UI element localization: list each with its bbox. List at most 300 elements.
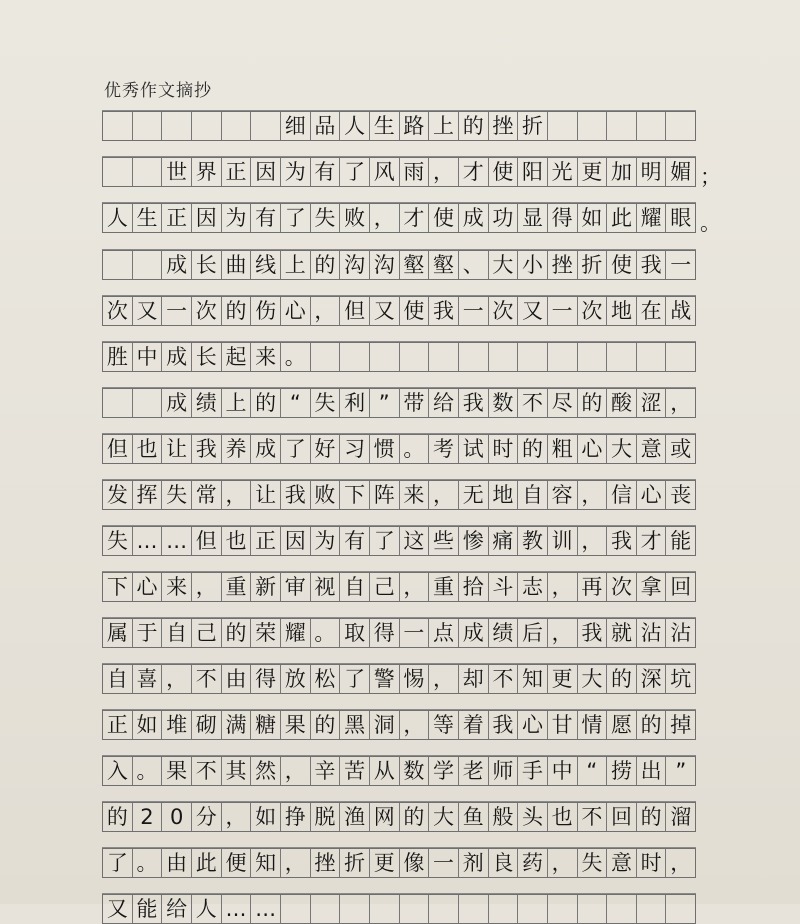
grid-cell — [133, 158, 163, 186]
grid-cell: 老 — [459, 757, 489, 785]
essay-line — [102, 526, 696, 556]
grid-cell: 心 — [518, 711, 548, 739]
grid-cell: ” — [370, 389, 400, 417]
line-overflow-punct-2: 。 — [700, 211, 721, 235]
grid-cell: 才 — [637, 527, 667, 555]
grid-cell: 一 — [459, 297, 489, 325]
grid-cell — [578, 343, 608, 371]
grid-cell: 败 — [311, 481, 341, 509]
essay-line — [102, 664, 696, 694]
line-overflow-punct-1: ； — [700, 165, 721, 189]
grid-cell: 信 — [607, 481, 637, 509]
grid-cell — [133, 251, 163, 279]
grid-cell: 好 — [311, 435, 341, 463]
grid-cell: 成 — [251, 435, 281, 463]
grid-cell: 一 — [162, 297, 192, 325]
grid-cell: 大 — [489, 251, 519, 279]
grid-cell: 不 — [578, 803, 608, 831]
grid-cell: 斗 — [489, 573, 519, 601]
grid-cell: 便 — [222, 849, 252, 877]
grid-cell: 得 — [251, 665, 281, 693]
essay-line — [102, 894, 696, 924]
grid-cell: 辛 — [311, 757, 341, 785]
grid-cell: 壑 — [429, 251, 459, 279]
grid-cell: 视 — [311, 573, 341, 601]
grid-cell: 才 — [459, 158, 489, 186]
grid-cell: … — [251, 895, 281, 923]
grid-cell: 了 — [340, 158, 370, 186]
grid-cell: 我 — [578, 619, 608, 647]
grid-cell: 意 — [637, 435, 667, 463]
grid-cell: 自 — [518, 481, 548, 509]
grid-cell: ， — [670, 390, 692, 415]
grid-cell — [607, 895, 637, 923]
grid-cell: 人 — [103, 204, 133, 232]
grid-cell: 的 — [251, 389, 281, 417]
grid-cell: 界 — [192, 158, 222, 186]
grid-cell: 却 — [459, 665, 489, 693]
grid-cell — [103, 389, 133, 417]
grid-cell: 失 — [311, 204, 341, 232]
grid-cell: 拿 — [637, 573, 667, 601]
grid-cell: ， — [548, 573, 578, 601]
grid-cell: 战 — [670, 298, 692, 323]
grid-cell: 也 — [133, 435, 163, 463]
grid-cell: 显 — [518, 204, 548, 232]
grid-cell: 媚 — [670, 159, 692, 184]
grid-cell: 教 — [518, 527, 548, 555]
grid-cell: 让 — [162, 435, 192, 463]
grid-cell: 上 — [429, 112, 459, 140]
grid-cell: 甘 — [548, 711, 578, 739]
grid-cell: 数 — [400, 757, 430, 785]
grid-cell: 失 — [103, 527, 133, 555]
grid-cell: 心 — [578, 435, 608, 463]
grid-cell: 于 — [133, 619, 163, 647]
grid-cell: 让 — [251, 481, 281, 509]
grid-cell: 人 — [340, 112, 370, 140]
grid-cell: 由 — [222, 665, 252, 693]
grid-cell: 属 — [103, 619, 133, 647]
grid-cell: 习 — [340, 435, 370, 463]
grid-cell: 失 — [162, 481, 192, 509]
grid-cell: 折 — [340, 849, 370, 877]
grid-cell: 壑 — [400, 251, 430, 279]
grid-cell — [607, 112, 637, 140]
grid-cell: 。 — [400, 435, 430, 463]
grid-cell: 成 — [162, 251, 192, 279]
grid-cell: 阳 — [518, 158, 548, 186]
grid-cell: 沟 — [340, 251, 370, 279]
grid-cell — [489, 343, 519, 371]
grid-cell: 松 — [311, 665, 341, 693]
grid-cell: 掉 — [670, 712, 692, 737]
grid-cell — [311, 343, 341, 371]
grid-cell: “ — [578, 757, 608, 785]
grid-cell: 一 — [429, 849, 459, 877]
grid-cell: 功 — [489, 204, 519, 232]
grid-cell: 起 — [222, 343, 252, 371]
grid-cell: ， — [162, 665, 192, 693]
grid-cell — [548, 112, 578, 140]
grid-cell: 然 — [251, 757, 281, 785]
grid-cell — [548, 895, 578, 923]
grid-cell: 捞 — [607, 757, 637, 785]
grid-cell: 2 — [133, 803, 163, 831]
grid-cell: ， — [429, 665, 459, 693]
grid-cell — [607, 343, 637, 371]
grid-cell: 心 — [133, 573, 163, 601]
grid-cell: 眼 — [670, 205, 692, 230]
grid-cell: ， — [548, 619, 578, 647]
grid-cell: 雨 — [400, 158, 430, 186]
grid-cell: 入 — [103, 757, 133, 785]
grid-cell: 次 — [489, 297, 519, 325]
grid-cell: 又 — [103, 895, 133, 923]
grid-cell: 。 — [281, 343, 311, 371]
grid-cell: 发 — [103, 481, 133, 509]
grid-cell — [281, 895, 311, 923]
grid-cell — [162, 112, 192, 140]
grid-cell: 头 — [518, 803, 548, 831]
grid-cell: 坑 — [670, 666, 692, 691]
grid-cell: 中 — [133, 343, 163, 371]
grid-cell: 。 — [133, 849, 163, 877]
grid-cell: 由 — [162, 849, 192, 877]
grid-cell: ， — [222, 481, 252, 509]
grid-cell: 为 — [281, 158, 311, 186]
grid-cell: 但 — [103, 435, 133, 463]
grid-cell: 给 — [162, 895, 192, 923]
grid-cell: 我 — [459, 389, 489, 417]
essay-line — [102, 802, 696, 832]
grid-cell: 常 — [192, 481, 222, 509]
essay-line — [102, 618, 696, 648]
grid-cell: 沾 — [670, 620, 692, 645]
grid-cell: 0 — [162, 803, 192, 831]
grid-cell: 考 — [429, 435, 459, 463]
title-row — [102, 111, 696, 141]
grid-cell: 地 — [489, 481, 519, 509]
grid-cell: 志 — [518, 573, 548, 601]
grid-cell: 粗 — [548, 435, 578, 463]
grid-cell: ， — [222, 803, 252, 831]
grid-cell: 着 — [459, 711, 489, 739]
grid-cell — [637, 112, 667, 140]
grid-cell: 大 — [607, 435, 637, 463]
grid-cell: 一 — [670, 252, 692, 277]
grid-cell: 生 — [133, 204, 163, 232]
grid-cell: ， — [400, 711, 430, 739]
grid-cell: 挥 — [133, 481, 163, 509]
grid-cell: 路 — [400, 112, 430, 140]
grid-cell: 来 — [162, 573, 192, 601]
grid-cell — [251, 112, 281, 140]
grid-cell: ， — [281, 757, 311, 785]
grid-cell: “ — [281, 389, 311, 417]
grid-cell: 深 — [637, 665, 667, 693]
grid-cell: 果 — [281, 711, 311, 739]
grid-cell: 得 — [548, 204, 578, 232]
grid-cell: 手 — [518, 757, 548, 785]
grid-cell — [103, 251, 133, 279]
grid-cell: 使 — [429, 204, 459, 232]
grid-cell: 惕 — [400, 665, 430, 693]
essay-line — [102, 250, 696, 280]
grid-cell: 心 — [637, 481, 667, 509]
grid-cell: 自 — [340, 573, 370, 601]
grid-cell: 伤 — [251, 297, 281, 325]
essay-line — [102, 480, 696, 510]
grid-cell: 败 — [340, 204, 370, 232]
grid-cell: 回 — [670, 574, 692, 599]
grid-cell: 折 — [518, 112, 548, 140]
grid-cell — [103, 112, 133, 140]
grid-cell: 等 — [429, 711, 459, 739]
grid-cell: 。 — [311, 619, 341, 647]
grid-cell: ， — [578, 527, 608, 555]
grid-cell — [370, 343, 400, 371]
grid-cell: 一 — [400, 619, 430, 647]
grid-cell: 此 — [607, 204, 637, 232]
grid-cell — [578, 112, 608, 140]
grid-cell: 品 — [311, 112, 341, 140]
grid-cell: 的 — [578, 389, 608, 417]
grid-cell: 重 — [222, 573, 252, 601]
grid-cell: 能 — [670, 528, 692, 553]
grid-cell: 耀 — [281, 619, 311, 647]
grid-cell: 试 — [459, 435, 489, 463]
grid-cell: 也 — [548, 803, 578, 831]
grid-cell: 数 — [489, 389, 519, 417]
grid-cell: 自 — [162, 619, 192, 647]
grid-cell: 洞 — [370, 711, 400, 739]
grid-cell: 下 — [103, 573, 133, 601]
grid-cell: 的 — [311, 711, 341, 739]
grid-cell — [429, 343, 459, 371]
grid-cell: 愿 — [607, 711, 637, 739]
grid-cell: 了 — [103, 849, 133, 877]
grid-cell: 涩 — [637, 389, 667, 417]
grid-cell: 长 — [192, 343, 222, 371]
grid-cell — [666, 895, 695, 923]
grid-cell: 的 — [222, 619, 252, 647]
grid-cell: 情 — [578, 711, 608, 739]
grid-cell: 时 — [489, 435, 519, 463]
grid-cell: 的 — [607, 665, 637, 693]
grid-cell: 成 — [459, 204, 489, 232]
grid-cell: 有 — [340, 527, 370, 555]
grid-cell: … — [133, 527, 163, 555]
grid-cell: 有 — [251, 204, 281, 232]
grid-cell: 这 — [400, 527, 430, 555]
grid-cell: 又 — [133, 297, 163, 325]
grid-cell: ， — [400, 573, 430, 601]
grid-cell: 失 — [578, 849, 608, 877]
essay-line — [102, 203, 696, 233]
grid-cell: 因 — [251, 158, 281, 186]
grid-cell: 此 — [192, 849, 222, 877]
grid-cell: 正 — [162, 204, 192, 232]
grid-cell: 分 — [192, 803, 222, 831]
grid-cell: 的 — [311, 251, 341, 279]
grid-cell: 或 — [670, 436, 692, 461]
grid-cell: 己 — [192, 619, 222, 647]
grid-cell: 线 — [251, 251, 281, 279]
grid-cell: 挫 — [548, 251, 578, 279]
grid-cell: 果 — [162, 757, 192, 785]
grid-cell: 点 — [429, 619, 459, 647]
grid-cell: 其 — [222, 757, 252, 785]
grid-cell: 有 — [311, 158, 341, 186]
grid-cell: 也 — [222, 527, 252, 555]
grid-cell: 自 — [103, 665, 133, 693]
grid-cell: 药 — [518, 849, 548, 877]
essay-line — [102, 756, 696, 786]
grid-cell: 苦 — [340, 757, 370, 785]
grid-cell: 明 — [637, 158, 667, 186]
grid-cell: 喜 — [133, 665, 163, 693]
grid-cell: 胜 — [103, 343, 133, 371]
grid-cell: 长 — [192, 251, 222, 279]
grid-cell: 渔 — [340, 803, 370, 831]
grid-cell: 带 — [400, 389, 430, 417]
grid-cell — [518, 895, 548, 923]
grid-cell: 小 — [518, 251, 548, 279]
grid-cell: 出 — [637, 757, 667, 785]
grid-cell: 为 — [222, 204, 252, 232]
grid-cell: 无 — [459, 481, 489, 509]
grid-cell: 了 — [281, 204, 311, 232]
grid-cell — [400, 895, 430, 923]
grid-cell: 次 — [103, 297, 133, 325]
grid-cell: ， — [370, 204, 400, 232]
grid-cell: 了 — [281, 435, 311, 463]
grid-cell: 鱼 — [459, 803, 489, 831]
grid-cell — [133, 389, 163, 417]
grid-cell: 糖 — [251, 711, 281, 739]
grid-cell: 挣 — [281, 803, 311, 831]
grid-cell: 己 — [370, 573, 400, 601]
essay-line — [102, 710, 696, 740]
grid-cell: 耀 — [637, 204, 667, 232]
grid-cell: 更 — [370, 849, 400, 877]
grid-cell: 像 — [400, 849, 430, 877]
grid-cell: 时 — [637, 849, 667, 877]
grid-cell: ， — [311, 297, 341, 325]
grid-cell: 我 — [281, 481, 311, 509]
grid-cell: 成 — [162, 389, 192, 417]
grid-cell: 成 — [162, 343, 192, 371]
grid-cell: 给 — [429, 389, 459, 417]
essay-line — [102, 388, 696, 418]
grid-cell — [637, 343, 667, 371]
grid-cell: 正 — [251, 527, 281, 555]
grid-cell: 但 — [340, 297, 370, 325]
grid-cell: 沟 — [370, 251, 400, 279]
grid-cell — [103, 158, 133, 186]
grid-cell: ” — [675, 758, 687, 783]
grid-cell: 回 — [607, 803, 637, 831]
grid-cell — [340, 895, 370, 923]
grid-cell: ， — [548, 849, 578, 877]
grid-cell: 才 — [400, 204, 430, 232]
grid-cell: 次 — [607, 573, 637, 601]
grid-cell: 师 — [489, 757, 519, 785]
grid-cell: 在 — [637, 297, 667, 325]
grid-cell: 如 — [578, 204, 608, 232]
grid-cell: 的 — [518, 435, 548, 463]
grid-cell: 地 — [607, 297, 637, 325]
grid-cell: 大 — [429, 803, 459, 831]
grid-cell: 的 — [222, 297, 252, 325]
grid-cell: 溜 — [670, 804, 692, 829]
grid-cell: 风 — [370, 158, 400, 186]
grid-cell: ， — [192, 573, 222, 601]
grid-cell: 一 — [548, 297, 578, 325]
grid-cell: 次 — [578, 297, 608, 325]
grid-cell: 学 — [429, 757, 459, 785]
grid-cell: ， — [670, 850, 692, 875]
grid-cell: 折 — [578, 251, 608, 279]
grid-cell — [666, 343, 695, 371]
grid-cell: 来 — [400, 481, 430, 509]
grid-cell: 更 — [548, 665, 578, 693]
grid-cell: 加 — [607, 158, 637, 186]
grid-cell: 了 — [340, 665, 370, 693]
grid-cell — [666, 112, 695, 140]
grid-cell: 沾 — [637, 619, 667, 647]
grid-cell — [311, 895, 341, 923]
grid-cell: 能 — [133, 895, 163, 923]
grid-cell: ， — [578, 481, 608, 509]
grid-cell: … — [162, 527, 192, 555]
grid-cell: 知 — [518, 665, 548, 693]
grid-cell: 尽 — [548, 389, 578, 417]
grid-cell: 我 — [192, 435, 222, 463]
grid-cell — [340, 343, 370, 371]
grid-cell: 光 — [548, 158, 578, 186]
grid-cell: 来 — [251, 343, 281, 371]
grid-cell: 我 — [607, 527, 637, 555]
grid-cell: 网 — [370, 803, 400, 831]
grid-cell: 失 — [311, 389, 341, 417]
grid-cell: 了 — [370, 527, 400, 555]
grid-cell — [429, 895, 459, 923]
grid-cell: 容 — [548, 481, 578, 509]
grid-cell — [459, 895, 489, 923]
grid-cell: 的 — [637, 803, 667, 831]
grid-cell: 世 — [162, 158, 192, 186]
grid-cell: 我 — [489, 711, 519, 739]
grid-cell: 使 — [489, 158, 519, 186]
essay-line — [102, 342, 696, 372]
essay-line — [102, 434, 696, 464]
grid-cell: 使 — [400, 297, 430, 325]
grid-cell: 我 — [429, 297, 459, 325]
grid-cell: 的 — [637, 711, 667, 739]
grid-cell: 些 — [429, 527, 459, 555]
grid-cell: 再 — [578, 573, 608, 601]
grid-cell: 又 — [370, 297, 400, 325]
grid-cell — [548, 343, 578, 371]
grid-cell: 但 — [192, 527, 222, 555]
grid-cell — [192, 112, 222, 140]
grid-cell: 大 — [578, 665, 608, 693]
grid-cell — [222, 112, 252, 140]
grid-cell: 中 — [548, 757, 578, 785]
grid-cell: 养 — [222, 435, 252, 463]
